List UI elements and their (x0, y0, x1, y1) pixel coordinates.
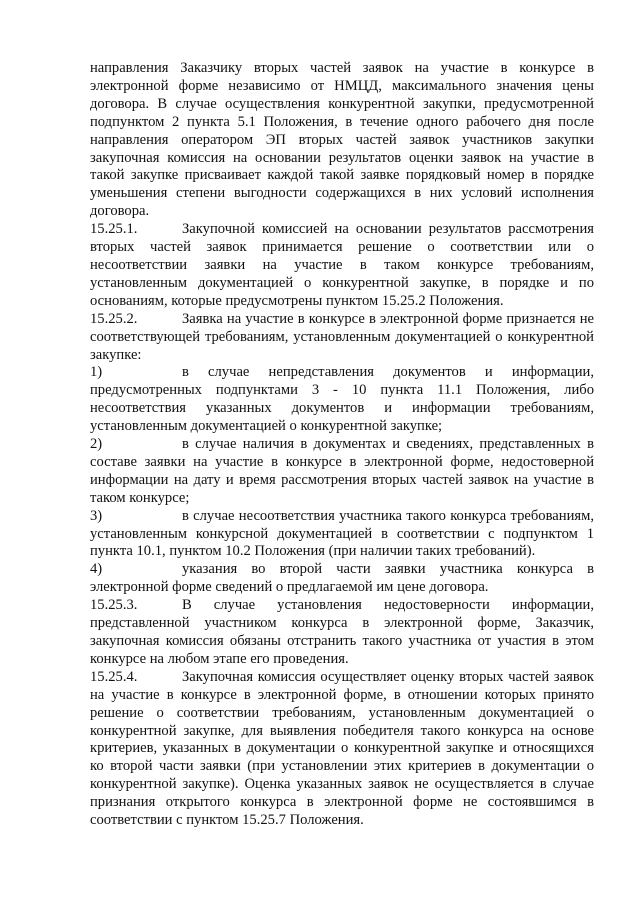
paragraph-number: 15.25.3. (90, 597, 138, 614)
subitem-text: в случае наличия в документах и сведениях, представленных в составе заявки на участие в конкурсе в электронной форме, недостоверной информации на дату и время рассмотрения вторых частей заявок на участие в таком конкурсе; (90, 436, 594, 506)
paragraph-number: 15.25.2. (90, 310, 138, 327)
paragraph-15-25-2 (90, 311, 594, 365)
subitem-number: 3) (90, 507, 103, 524)
subitem-number: 1) (90, 364, 103, 381)
subitem-number: 2) (90, 436, 103, 453)
paragraph-text: Закупочная комиссия осуществляет оценку вторых частей заявок на участие в конкурсе в электронной форме, в отношении которых принято решение о соответствии требованиям, установленным документацией о конкурентной закупке, для выявления победителя такого конкурса на основе критериев, указанных в документации о конкурентной закупке и относящихся ко второй части заявки (при установлении этих критериев в документации о конкурентной закупке). Оценка указанных заявок не осуществляется в случае признания открытого конкурса в электронной форме не состоявшимся в соответствии с пунктом 15.25.7 Положения. (90, 668, 594, 829)
intro-paragraph: направления Заказчику вторых частей заявок на участие в конкурсе в электронной форме независимо от НМЦД, максимального значения цены договора. В случае осуществления конкурентной закупки, предусмотренной подпунктом 2 пункта 5.1 Положения, в течение одного рабочего дня после направления оператором ЭП вторых частей заявок участников закупки закупочная комиссия на основании результатов оценки заявок на участие в такой закупке присваивает каждой такой заявке порядковый номер в порядке уменьшения степени выгодности содержащихся в них условий исполнения договора. (90, 60, 594, 220)
subitem-4 (90, 561, 594, 597)
paragraph-text: Заявка на участие в конкурсе в электронной форме признается не соответствующей требованиям, установленным документацией о конкурентной закупке: (90, 310, 594, 363)
paragraph-15-25-4 (90, 669, 594, 830)
subitem-text: в случае несоответствия участника такого конкурса требованиям, установленным конкурсной документацией в соответствии с подпунктом 1 пункта 10.1, пунктом 10.2 Положения (при наличии таких требований). (90, 507, 594, 560)
subitem-number: 4) (90, 561, 103, 578)
paragraph-text: В случае установления недостоверности информации, представленной участником конкурса в электронной форме, Заказчик, закупочная комиссия обязаны отстранить такого участника от участия в этом конкурсе на любом этапе его проведения. (90, 597, 594, 667)
paragraph-number: 15.25.4. (90, 668, 138, 685)
subitem-text: в случае непредставления документов и информации, предусмотренных подпунктами 3 - 10 пункта 11.1 Положения, либо несоответствия указанных документов и информации требованиям, установленным документацией о конкурентной закупке; (90, 364, 594, 435)
subitem-1 (90, 364, 594, 436)
subitem-2 (90, 436, 594, 508)
paragraph-15-25-3 (90, 597, 594, 669)
subitem-text: указания во второй части заявки участника конкурса в электронной форме сведений о предлагаемой им цене договора. (90, 561, 594, 596)
subitem-3 (90, 508, 594, 562)
document-page (90, 60, 594, 830)
paragraph-15-25-1 (90, 221, 594, 311)
paragraph-text: Закупочной комиссией на основании результатов рассмотрения вторых частей заявок принимается решение о соответствии или о несоответствии заявки на участие в таком конкурсе требованиям, установленным документацией о конкурентной закупке, в порядке и по основаниям, которые предусмотрены пунктом 15.25.2 Положения. (90, 221, 594, 309)
paragraph-number: 15.25.1. (90, 221, 138, 238)
